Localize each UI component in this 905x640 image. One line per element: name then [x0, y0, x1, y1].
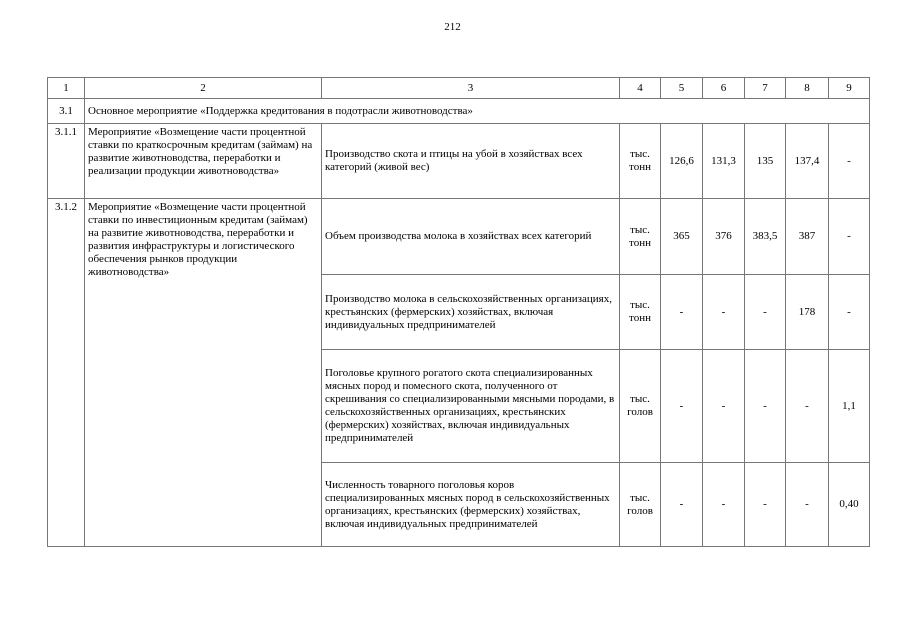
page-number: 212 — [444, 21, 461, 33]
indicator-unit: тыс. тонн — [620, 124, 661, 199]
indicator-name: Численность товарного поголовья коров специализированных мясных пород в сельскохозяйственных организациях, крестьянских (фермерских) хозяйствах, включая индивидуальных предпринимателей — [322, 463, 620, 547]
value-col-5: - — [661, 275, 703, 350]
value-col-8: - — [786, 463, 829, 547]
value-col-7: 135 — [745, 124, 786, 199]
indicators-table — [47, 77, 870, 547]
indicator-name: Объем производства молока в хозяйствах всех категорий — [322, 199, 620, 275]
section-code: 3.1 — [48, 99, 85, 124]
header-row — [48, 78, 870, 99]
section-row — [48, 99, 870, 124]
value-col-8: - — [786, 350, 829, 463]
value-col-5: - — [661, 350, 703, 463]
measure-code: 3.1.1 — [48, 124, 85, 199]
value-col-6: - — [703, 463, 745, 547]
value-col-8: 387 — [786, 199, 829, 275]
header-col-1: 1 — [48, 78, 85, 99]
indicator-name: Производство скота и птицы на убой в хозяйствах всех категорий (живой вес) — [322, 124, 620, 199]
indicator-unit: тыс. тонн — [620, 275, 661, 350]
indicator-unit: тыс. голов — [620, 463, 661, 547]
value-col-5: 365 — [661, 199, 703, 275]
value-col-9: 1,1 — [829, 350, 870, 463]
value-col-7: - — [745, 275, 786, 350]
header-col-2: 2 — [85, 78, 322, 99]
header-col-3: 3 — [322, 78, 620, 99]
header-col-4: 4 — [620, 78, 661, 99]
indicator-unit: тыс. тонн — [620, 199, 661, 275]
value-col-5: - — [661, 463, 703, 547]
value-col-9: - — [829, 275, 870, 350]
indicator-name: Поголовье крупного рогатого скота специализированных мясных пород и помесного скота, полученного от скрешивания со специализированными мясными породами, в сельскохозяйственных организациях, крестьянских (фермерских) хозяйствах, включая индивидуальных предпринимателей — [322, 350, 620, 463]
header-col-7: 7 — [745, 78, 786, 99]
table-row — [48, 199, 870, 275]
indicator-unit: тыс. голов — [620, 350, 661, 463]
value-col-7: - — [745, 350, 786, 463]
value-col-8: 178 — [786, 275, 829, 350]
header-col-9: 9 — [829, 78, 870, 99]
measure-name: Мероприятие «Возмещение части процентной ставки по краткосрочным кредитам (займам) на развитие животноводства, переработки и реализации продукции животноводства» — [85, 124, 322, 199]
value-col-9: - — [829, 124, 870, 199]
value-col-6: 376 — [703, 199, 745, 275]
value-col-5: 126,6 — [661, 124, 703, 199]
value-col-9: 0,40 — [829, 463, 870, 547]
value-col-6: 131,3 — [703, 124, 745, 199]
measure-code: 3.1.2 — [48, 199, 85, 547]
measure-name: Мероприятие «Возмещение части процентной ставки по инвестиционным кредитам (займам) на развитие животноводства, переработки и развития инфраструктуры и логистического обеспечения рынков продукции животноводства» — [85, 199, 322, 547]
header-col-5: 5 — [661, 78, 703, 99]
header-col-6: 6 — [703, 78, 745, 99]
section-title: Основное мероприятие «Поддержка кредитования в подотрасли животноводства» — [85, 99, 870, 124]
indicator-name: Производство молока в сельскохозяйственных организациях, крестьянских (фермерских) хозяйствах, включая индивидуальных предпринимателей — [322, 275, 620, 350]
table-row — [48, 124, 870, 199]
header-col-8: 8 — [786, 78, 829, 99]
value-col-7: - — [745, 463, 786, 547]
value-col-6: - — [703, 275, 745, 350]
value-col-9: - — [829, 199, 870, 275]
value-col-6: - — [703, 350, 745, 463]
value-col-8: 137,4 — [786, 124, 829, 199]
value-col-7: 383,5 — [745, 199, 786, 275]
